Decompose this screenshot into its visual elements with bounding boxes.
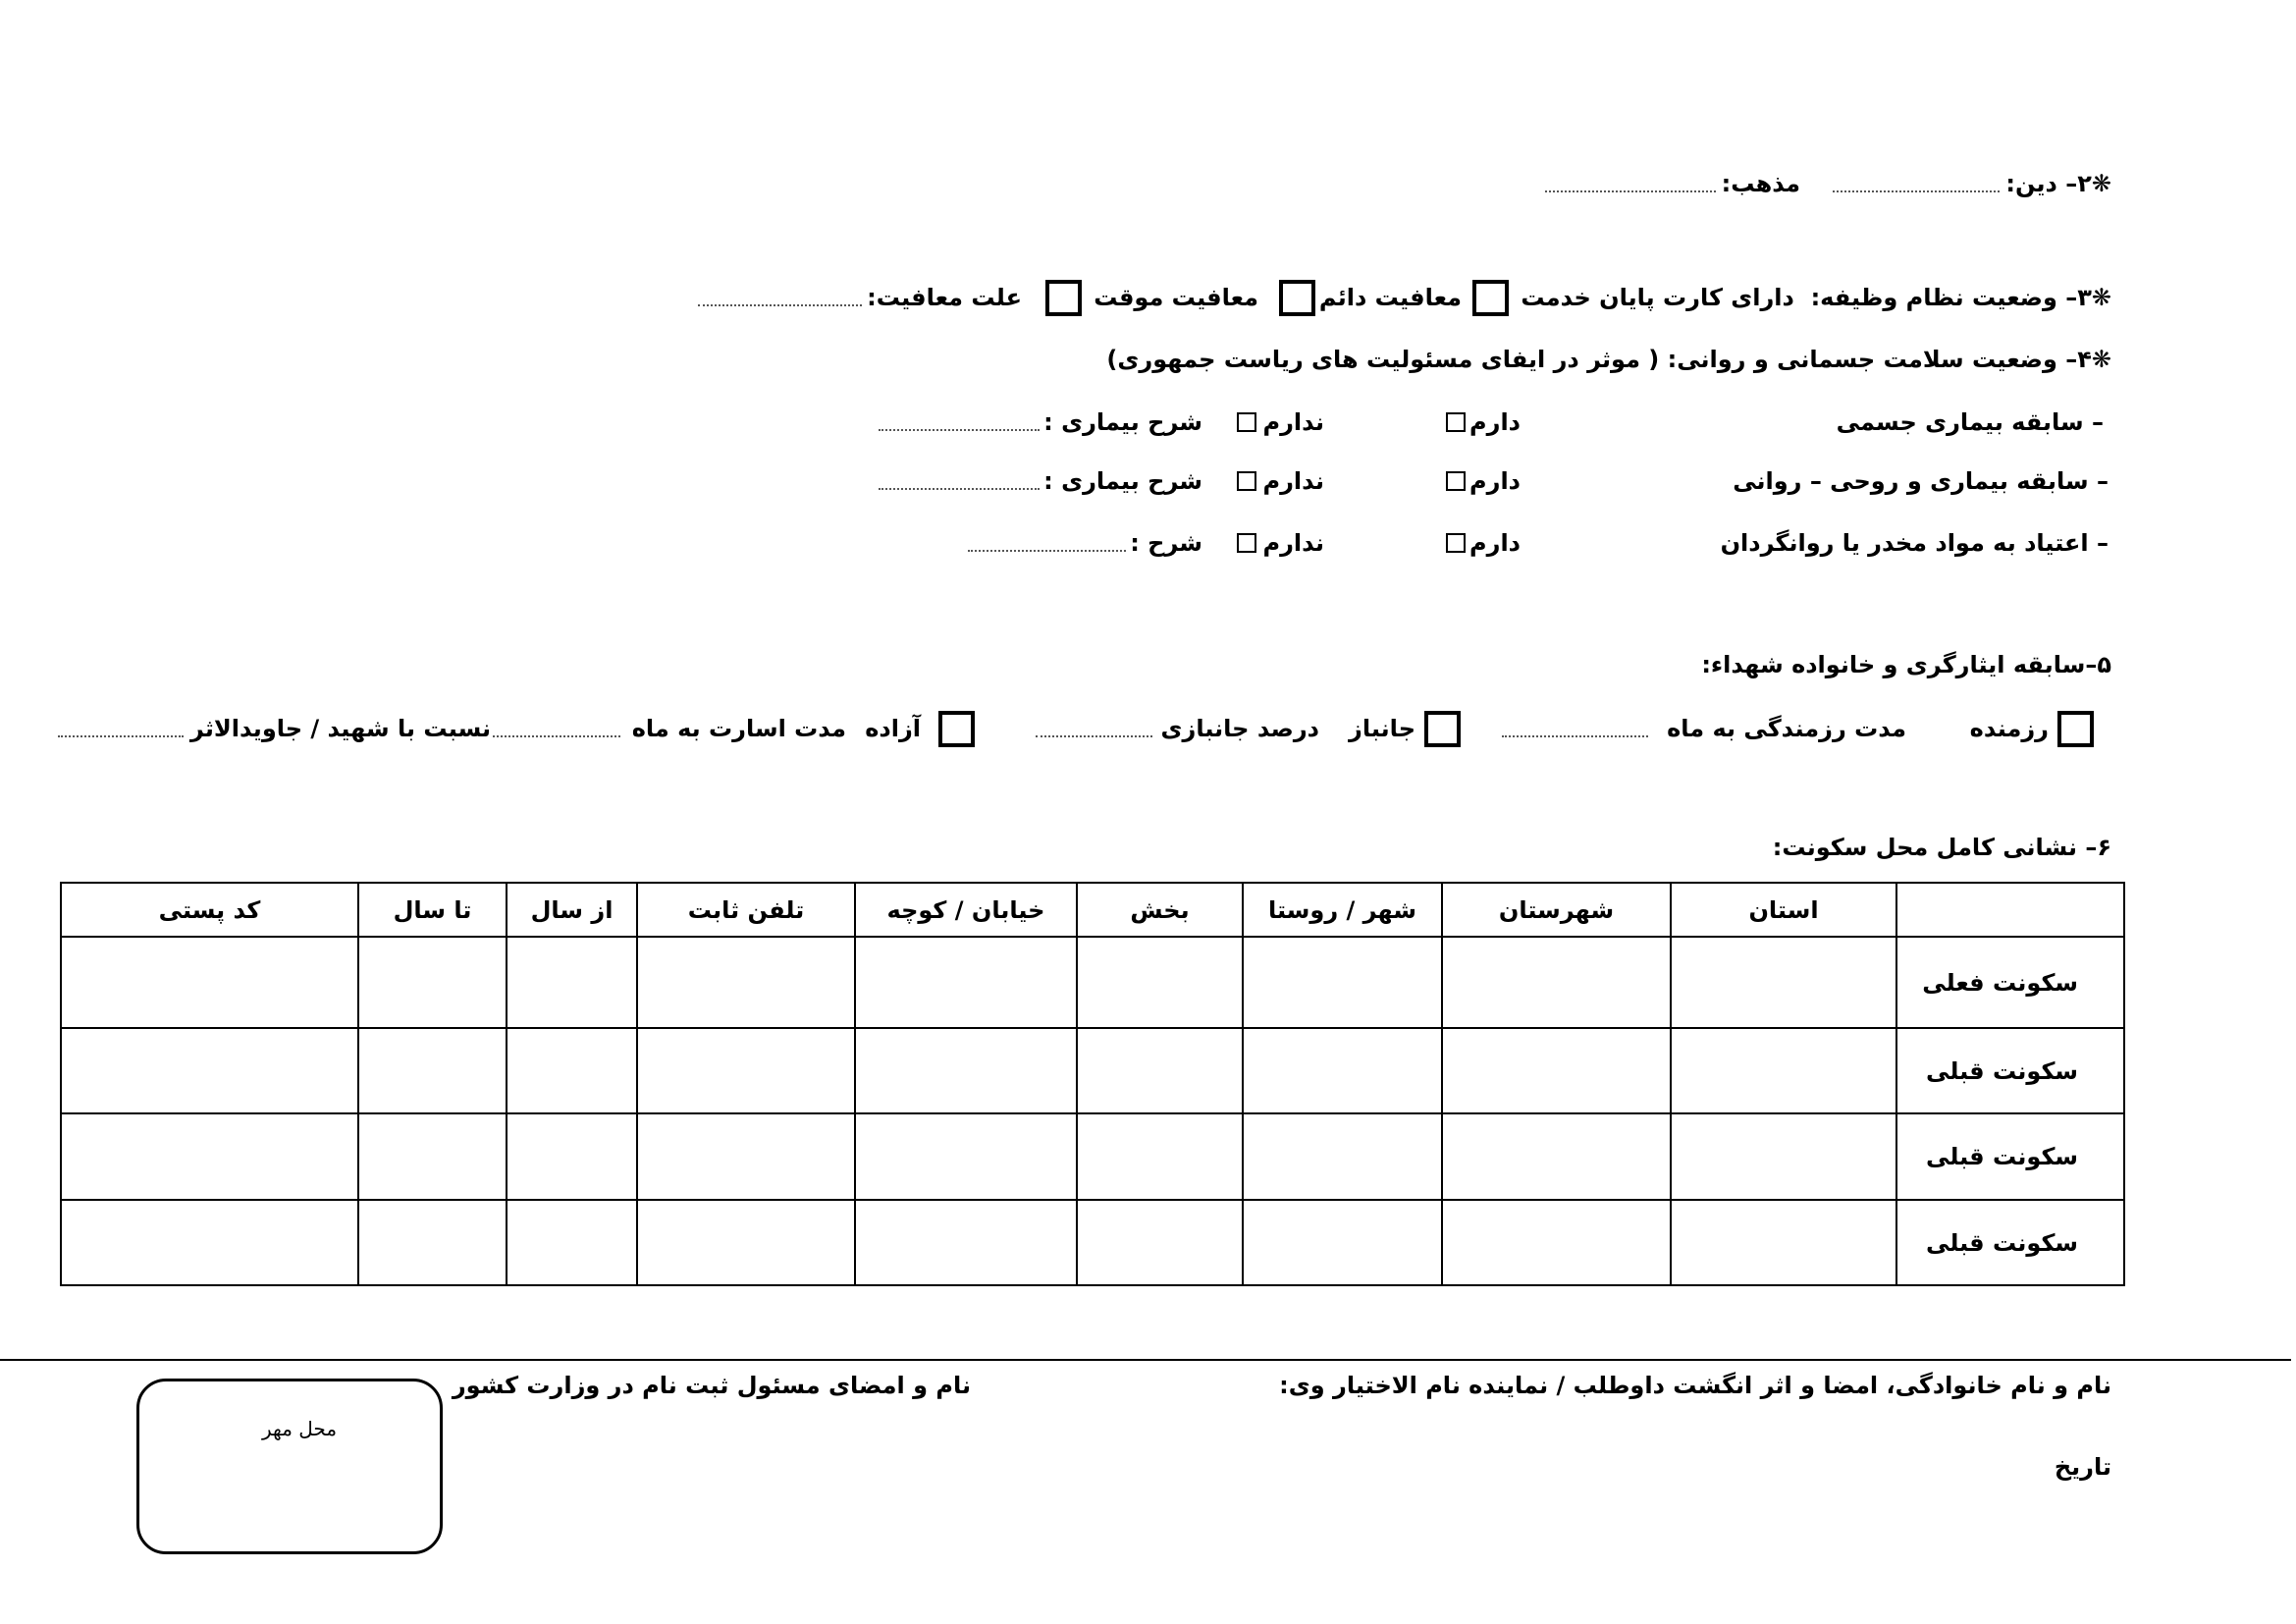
table-cell[interactable] bbox=[1442, 937, 1671, 1028]
header-corner-cell bbox=[1896, 883, 2124, 937]
table-cell[interactable] bbox=[1077, 1200, 1243, 1285]
temporary-exemption-group bbox=[1045, 282, 1258, 313]
row-label: سکونت فعلی bbox=[1896, 937, 2124, 1028]
table-cell[interactable] bbox=[61, 1028, 358, 1113]
table-cell[interactable] bbox=[1243, 1113, 1442, 1200]
table-cell[interactable] bbox=[358, 1028, 507, 1113]
header-postal-code: کد پستی bbox=[61, 883, 358, 937]
table-cell[interactable] bbox=[1671, 1113, 1896, 1200]
table-cell[interactable] bbox=[358, 1200, 507, 1285]
table-cell[interactable] bbox=[507, 1200, 637, 1285]
official-signature-label: نام و امضای مسئول ثبت نام در وزارت کشور bbox=[452, 1372, 971, 1399]
table-cell[interactable] bbox=[1442, 1200, 1671, 1285]
section-divider bbox=[0, 1359, 2291, 1361]
physical-illness-yes-group bbox=[1446, 406, 1521, 438]
veteran-title: ۵–سابقه ایثارگری و خانواده شهداء: bbox=[1701, 651, 2111, 678]
table-cell[interactable] bbox=[358, 1113, 507, 1200]
physical-illness-no-label: ندارم bbox=[1262, 408, 1324, 436]
table-cell[interactable] bbox=[1671, 937, 1896, 1028]
mental-illness-yes-group bbox=[1446, 465, 1521, 497]
addiction-no-checkbox[interactable] bbox=[1237, 533, 1256, 553]
addiction-yes-label: دارم bbox=[1469, 529, 1521, 557]
table-cell[interactable] bbox=[855, 1200, 1077, 1285]
exemption-reason-label: علت معافیت: bbox=[867, 284, 1022, 311]
addiction-label: – اعتیاد به مواد مخدر یا روانگردان bbox=[1720, 529, 2109, 557]
addiction-yes-checkbox[interactable] bbox=[1446, 533, 1466, 553]
freed-pow-group bbox=[865, 713, 975, 744]
table-cell[interactable] bbox=[1077, 937, 1243, 1028]
disability-percent-label: درصد جانبازی bbox=[1160, 715, 1319, 742]
service-card-checkbox[interactable] bbox=[1472, 280, 1509, 316]
table-cell[interactable] bbox=[1442, 1028, 1671, 1113]
freed-pow-checkbox[interactable] bbox=[938, 711, 975, 747]
table-header-row bbox=[61, 883, 2124, 937]
table-cell[interactable] bbox=[637, 1113, 855, 1200]
permanent-exemption-checkbox[interactable] bbox=[1279, 280, 1315, 316]
table-row bbox=[61, 1028, 2124, 1113]
table-cell[interactable] bbox=[1671, 1028, 1896, 1113]
health-title-group bbox=[1106, 344, 2111, 375]
table-row bbox=[61, 937, 2124, 1028]
exemption-reason-group bbox=[698, 282, 1022, 313]
addiction-group bbox=[1721, 527, 2109, 559]
physical-illness-label: – سابقه بیماری جسمی bbox=[1836, 408, 2104, 436]
table-cell[interactable] bbox=[61, 1113, 358, 1200]
table-cell[interactable] bbox=[507, 1028, 637, 1113]
mental-illness-yes-label: دارم bbox=[1469, 467, 1521, 495]
address-title-group bbox=[1773, 832, 2111, 863]
header-province: استان bbox=[1671, 883, 1896, 937]
physical-illness-yes-label: دارم bbox=[1469, 408, 1521, 436]
header-county: شهرستان bbox=[1442, 883, 1671, 937]
martyr-relation-field[interactable] bbox=[58, 735, 184, 737]
date-group bbox=[2055, 1451, 2111, 1483]
addiction-no-group bbox=[1237, 527, 1324, 559]
physical-illness-yes-checkbox[interactable] bbox=[1446, 412, 1466, 432]
stamp-area[interactable] bbox=[136, 1379, 443, 1554]
table-cell[interactable] bbox=[1243, 1200, 1442, 1285]
table-row bbox=[61, 1113, 2124, 1200]
addiction-desc-label: شرح : bbox=[1130, 529, 1202, 557]
addiction-yes-group bbox=[1446, 527, 1521, 559]
captivity-duration-field[interactable] bbox=[493, 735, 620, 737]
mental-illness-desc-field[interactable] bbox=[879, 488, 1040, 490]
exemption-reason-field[interactable] bbox=[698, 304, 862, 306]
stamp-label: محل مهر bbox=[261, 1417, 338, 1440]
table-cell[interactable] bbox=[1077, 1113, 1243, 1200]
table-cell[interactable] bbox=[61, 937, 358, 1028]
disability-percent-field[interactable] bbox=[1036, 735, 1152, 737]
freed-pow-label: آزاده bbox=[865, 715, 921, 742]
table-cell[interactable] bbox=[637, 937, 855, 1028]
temporary-exemption-label: معافیت موقت bbox=[1094, 284, 1258, 311]
physical-illness-group bbox=[1837, 406, 2104, 438]
mental-illness-label: – سابقه بیماری و روحی – روانی bbox=[1733, 467, 2109, 495]
table-cell[interactable] bbox=[507, 1113, 637, 1200]
religion-label: ❋۲– دین: bbox=[2005, 170, 2111, 197]
table-cell[interactable] bbox=[855, 1028, 1077, 1113]
header-landline: تلفن ثابت bbox=[637, 883, 855, 937]
mental-illness-no-label: ندارم bbox=[1262, 467, 1324, 495]
table-cell[interactable] bbox=[637, 1028, 855, 1113]
table-cell[interactable] bbox=[61, 1200, 358, 1285]
table-cell[interactable] bbox=[1671, 1200, 1896, 1285]
physical-illness-no-checkbox[interactable] bbox=[1237, 412, 1256, 432]
address-title: ۶– نشانی کامل محل سکونت: bbox=[1772, 834, 2111, 861]
physical-illness-desc-field[interactable] bbox=[879, 429, 1040, 431]
physical-illness-no-group bbox=[1237, 406, 1324, 438]
header-from-year: از سال bbox=[507, 883, 637, 937]
table-cell[interactable] bbox=[507, 937, 637, 1028]
date-label: تاریخ bbox=[2054, 1453, 2111, 1481]
mental-illness-desc-label: شرح بیماری : bbox=[1043, 467, 1202, 495]
table-cell[interactable] bbox=[1243, 1028, 1442, 1113]
combatant-label: رزمنده bbox=[1969, 715, 2049, 742]
official-signature-group bbox=[453, 1370, 971, 1401]
mental-illness-no-checkbox[interactable] bbox=[1237, 471, 1256, 491]
military-service-group bbox=[1472, 282, 2111, 313]
combat-duration-label: مدت رزمندگی به ماه bbox=[1667, 715, 1906, 742]
physical-illness-desc-group bbox=[879, 406, 1202, 438]
applicant-signature-group bbox=[1279, 1370, 2111, 1401]
applicant-signature-label: نام و نام خانوادگی، امضا و اثر انگشت داوطلب / نماینده نام الاختیار وی: bbox=[1279, 1372, 2111, 1399]
combatant-checkbox[interactable] bbox=[2057, 711, 2094, 747]
row-label: سکونت قبلی bbox=[1896, 1028, 2124, 1113]
table-cell[interactable] bbox=[855, 1113, 1077, 1200]
disabled-veteran-label: جانباز bbox=[1349, 715, 1415, 742]
health-status-title: ❋۴– وضعیت سلامت جسمانی و روانی: ( موثر در ایفای مسئولیت های ریاست جمهوری) bbox=[1106, 346, 2111, 373]
row-label: سکونت قبلی bbox=[1896, 1113, 2124, 1200]
table-cell[interactable] bbox=[358, 937, 507, 1028]
combat-duration-group bbox=[1502, 713, 1906, 744]
table-cell[interactable] bbox=[1243, 937, 1442, 1028]
physical-illness-desc-label: شرح بیماری : bbox=[1043, 408, 1202, 436]
row-label: سکونت قبلی bbox=[1896, 1200, 2124, 1285]
veteran-title-group bbox=[1701, 649, 2111, 680]
addiction-desc-group bbox=[968, 527, 1202, 559]
table-row bbox=[61, 1200, 2124, 1285]
religion-field[interactable] bbox=[1833, 190, 2000, 192]
header-to-year: تا سال bbox=[358, 883, 507, 937]
religion-group bbox=[1833, 168, 2111, 199]
address-table bbox=[60, 882, 2125, 1286]
header-district: بخش bbox=[1077, 883, 1243, 937]
table-cell[interactable] bbox=[855, 937, 1077, 1028]
permanent-exemption-label: معافیت دائم bbox=[1318, 284, 1462, 311]
mental-illness-group bbox=[1733, 465, 2109, 497]
combatant-group bbox=[1970, 713, 2094, 744]
captivity-duration-label: مدت اسارت به ماه bbox=[631, 715, 846, 742]
table-cell[interactable] bbox=[637, 1200, 855, 1285]
table-cell[interactable] bbox=[1442, 1113, 1671, 1200]
temporary-exemption-checkbox[interactable] bbox=[1045, 280, 1082, 316]
captivity-duration-group bbox=[493, 713, 846, 744]
disabled-veteran-checkbox[interactable] bbox=[1424, 711, 1461, 747]
martyr-relation-group bbox=[58, 713, 491, 744]
addiction-no-label: ندارم bbox=[1262, 529, 1324, 557]
mental-illness-no-group bbox=[1237, 465, 1324, 497]
mental-illness-desc-group bbox=[879, 465, 1202, 497]
permanent-exemption-group bbox=[1279, 282, 1462, 313]
mental-illness-yes-checkbox[interactable] bbox=[1446, 471, 1466, 491]
combat-duration-field[interactable] bbox=[1502, 735, 1648, 737]
military-service-label: ❋۳– وضعیت نظام وظیفه: دارای کارت پایان خدمت bbox=[1521, 284, 2111, 311]
table-cell[interactable] bbox=[1077, 1028, 1243, 1113]
sect-group bbox=[1545, 168, 1800, 199]
martyr-relation-label: نسبت با شهید / جاویدالاثر bbox=[189, 715, 491, 742]
sect-field[interactable] bbox=[1545, 190, 1716, 192]
header-city-village: شهر / روستا bbox=[1243, 883, 1442, 937]
header-street-alley: خیابان / کوچه bbox=[855, 883, 1077, 937]
disability-percent-group bbox=[1036, 713, 1319, 744]
disabled-veteran-group bbox=[1349, 713, 1461, 744]
sect-label: مذهب: bbox=[1721, 170, 1800, 197]
addiction-desc-field[interactable] bbox=[968, 550, 1126, 552]
